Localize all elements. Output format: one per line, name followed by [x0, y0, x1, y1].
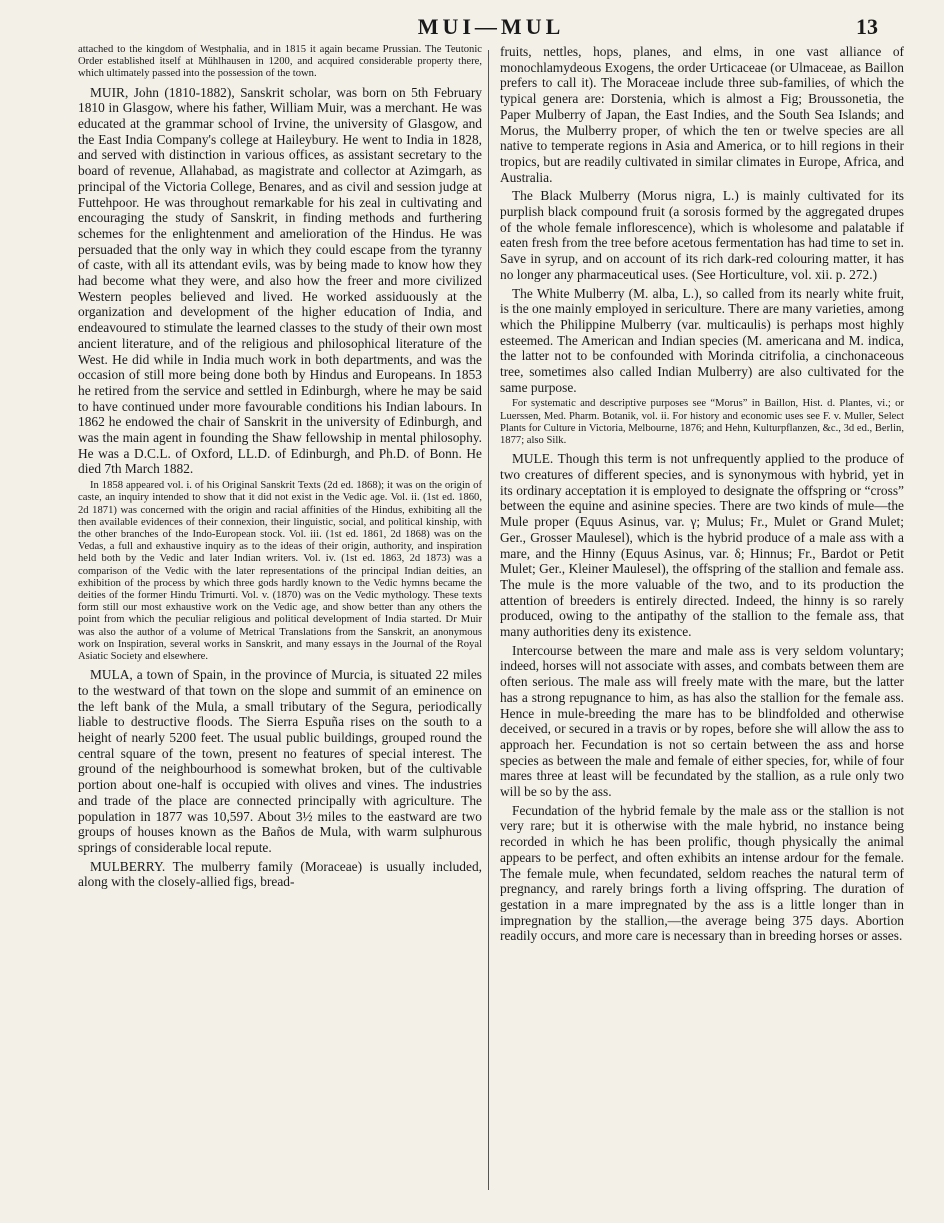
running-head-title: MUI—MUL: [417, 14, 565, 39]
left-column: [78, 44, 482, 1204]
page-number: 13: [856, 14, 878, 39]
entry-mula: MULA, a town of Spain, in the province of Murcia, is situated 22 miles to the westward of that town on the slope and summit of an eminence on the left bank of the Mula, a small tributary of the Segura, periodically liable to destructive floods. The Sierra Espuña rises on the south to a height of nearly 5200 feet. The usual public buildings, grouped round the central square of the town, present no features of special interest. The ground of the neighbourhood is somewhat broken, but of the cultivable portion about one-half is occupied with olives and vines. The industries and trade of the place are connected principally with agriculture. The population in 1877 was 10,597. About 3½ miles to the eastward are two groups of houses known as the Baños de Mula, with warm sulphurous springs of considerable local repute.: [78, 667, 482, 855]
column-divider: [488, 50, 489, 1190]
running-head: [78, 10, 904, 44]
mule-intercourse-paragraph: Intercourse between the mare and male ass is very seldom voluntary; indeed, horses will not associate with asses, and combats between them are often serious. The male ass will freely mate with the mare, but the latter has a strong repugnance to him, as has also the stallion for the female ass. Hence in mule-breeding the mare has to be blindfolded and otherwise deceived, or secured in a travis or by ropes, before she will allow the ass to approach her. Fecundation is not so certain between the ass and horse species as between the male and female of either species, for, while of four mares three at least will be fecundated by the stallion, as a rule only two will be so by the ass.: [500, 642, 904, 800]
westphalia-continuation: attached to the kingdom of Westphalia, and in 1815 it again became Prussian. The Teutonic Order established itself at Mühlhausen in 1200, and acquired considerable property there, which ultimately passed into the possession of the town.: [78, 44, 482, 80]
text-columns: [78, 44, 904, 1204]
mulberry-continuation: fruits, nettles, hops, planes, and elms, in one vast alliance of monochlamydeous Exogens, the order Urticaceae (or Ulmaceae, as Baillon prefers to call it). The Moraceae include three sub-families, of which the typical genera are: Dorstenia, which is almost a Fig; Broussonetia, the Paper Mulberry of Japan, the East Indies, and the South Sea Islands; and Morus, the Mulberry proper, of which the ten or twelve species are all native to temperate regions in Asia and America, or to hill regions in their tropics, but are readily cultivated in similar climates in Europe, Africa, and Australia.: [500, 44, 904, 185]
entry-muir-john: MUIR, John (1810-1882), Sanskrit scholar, was born on 5th February 1810 in Glasgow, where his father, William Muir, was a merchant. He was educated at the grammar school of Irvine, the university of Glasgow, and the East India Company's college at Haileybury. He went to India in 1828, and served with distinction in various offices, as assistant secretary to the board of revenue, Allahabad, as magistrate and collector at Azimgarh, as principal of the Victoria College, Benares, and as civil and session judge at Futtehpoor. He was throughout remarkable for his zeal in cultivating and encouraging the study of Sanskrit, in finding methods and furthering schemes for the enlightenment and amelioration of the Hindus. He was persuaded that the only way in which they could escape from the tyranny of caste, with all its attendant evils, was by being made to know how they had become what they were, and also how the freer and more civilized Western peoples believed and lived. He worked assiduously at the organization and development of the higher education of India, and endeavoured to stimulate the learned classes to the study of their own most ancient literature, and of the religious and philosophical literature of the West. He did while in India much work in both departments, and was the occasion of still more being done both by Hindus and Europeans. In 1853 he retired from the service and settled in Edinburgh, where he may be said to have continued under more favourable conditions his Indian labours. In 1862 he endowed the chair of Sanskrit in the university of Edinburgh, and was the main agent in founding the Shaw fellowship in mental philosophy. He was a D.C.L. of Oxford, LL.D. of Edinburgh, and Ph.D. of Bonn. He died 7th March 1882.: [78, 84, 482, 477]
mule-fecundation-paragraph: Fecundation of the hybrid female by the male ass or the stallion is not very rare; but it is otherwise with the male hybrid, no instance being recorded in which he has been prolific, though physically the animal appears to be perfect, and often exhibits an intense ardour for the female. The female mule, when fecundated, seldom reaches the natural term of pregnancy, and rarely brings forth a living offspring. The duration of gestation in a mare impregnated by the ass is a little longer than in impregnation by the stallion,—the average being 375 days. Abortion readily occurs, and more care is necessary than in breeding horses or asses.: [500, 802, 904, 944]
entry-mulberry-start: MULBERRY. The mulberry family (Moraceae) is usually included, along with the closely-allied figs, bread-: [78, 858, 482, 890]
entry-mule: MULE. Though this term is not unfrequently applied to the produce of two creatures of different species, and is synonymous with hybrid, yet in its ordinary acceptation it is employed to designate the offspring or “cross” between the equine and asinine species. There are two kinds of mule—the Mule proper (Equus Asinus, var. γ; Mulus; Fr., Mulet or Grand Mulet; Ger., Grosser Maulesel), which is the hybrid produce of a male ass with a mare, and the Hinny (Equus Asinus, var. δ; Hinnus; Fr., Bardot or Petit Mulet; Ger., Kleiner Maulesel), the offspring of the stallion and female ass. The mule is the more valuable of the two, and to its production the attention of breeders is entirely directed. Indeed, the hinny is so rarely produced, owing to the antipathy of the stallion to the female ass, that many authorities deny its existence.: [500, 451, 904, 640]
note-muir-works: In 1858 appeared vol. i. of his Original Sanskrit Texts (2d ed. 1868); it was on the origin of caste, an inquiry intended to show that it did not exist in the Vedic age. Vol. ii. (1st ed. 1860, 2d 1871) was concerned with the origin and racial affinities of the Hindus, exhibiting all the then available evidences of their connexion, their linguistic, social, and political kinship, with the other branches of the Indo-European stock. Vol. iii. (1st ed. 1861, 2d 1868) was on the Vedas, a full and exhaustive inquiry as to the ideas of their origin, authority, and inspiration held both by the Vedic and later Indian writers. Vol. iv. (1st ed. 1863, 2d 1873) was a comparison of the Vedic with the later representations of the principal Indian deities, an exhibition of the process by which three gods hardly known to the Vedic hymns became the deities of the former Hindu Trimurti. Vol. v. (1870) was on the Vedic mythology. These texts form still our most exhaustive work on the Vedic age, and show better than any others the point from which the peculiar religious and political development of India started. Dr Muir was also the author of a volume of Metrical Translations from the Sanskrit, an anonymous work on Inspiration, several works in Sanskrit, and many essays in the Journal of the Royal Asiatic Society and elsewhere.: [78, 480, 482, 663]
note-mulberry-sources: For systematic and descriptive purposes see “Morus” in Baillon, Hist. d. Plantes, vi.; or Luerssen, Med. Pharm. Botanik, vol. ii. For history and economic uses see F. v. Muller, Select Plants for Culture in Victoria, Melbourne, 1876; and Hehn, Kulturpflanzen, &c., 3d ed., Berlin, 1877; also Silk.: [500, 398, 904, 447]
white-mulberry-paragraph: The White Mulberry (M. alba, L.), so called from its nearly white fruit, is the one mainly employed in sericulture. There are many varieties, among which the Philippine Mulberry (var. multicaulis) is perhaps most highly esteemed. The American and Indian species (M. americana and M. indica, the latter not to be confounded with Morinda citrifolia, a cinchonaceous tree, sometimes also called Indian Mulberry) are also cultivated for the same purpose.: [500, 285, 904, 395]
right-column: [500, 44, 904, 1204]
black-mulberry-paragraph: The Black Mulberry (Morus nigra, L.) is mainly cultivated for its purplish black compound fruit (a sorosis formed by the aggregated drupes of the whole female inflorescence), which is wholesome and palatable if eaten fresh from the tree before acetous fermentation has had time to set in. Save in syrup, and on account of its rich dark-red colouring matter, it has no longer any pharmaceutical uses. (See Horticulture, vol. xii. p. 272.): [500, 188, 904, 282]
